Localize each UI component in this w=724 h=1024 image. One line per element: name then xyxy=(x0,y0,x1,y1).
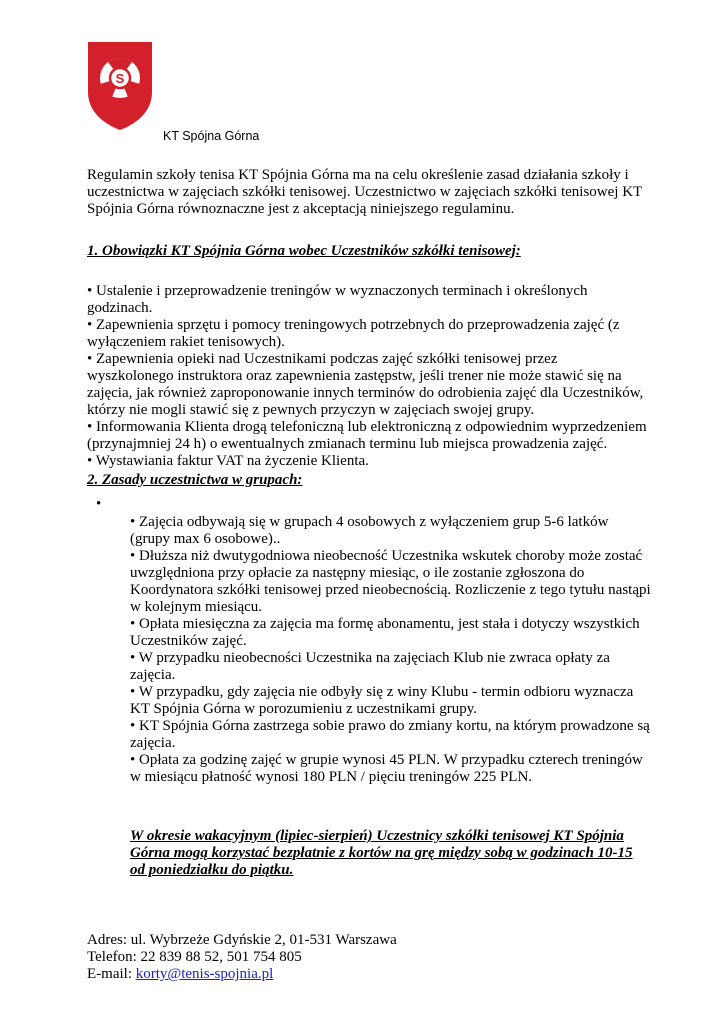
contact-block xyxy=(87,932,647,983)
email-link[interactable]: korty@tenis-spojnia.pl xyxy=(135,966,274,982)
intro-paragraph: Regulamin szkoły tenisa KT Spójnia Górna ma na celu określenie zasad działania szkoły i uczestnictwa w zajęciach szkółki tenisowej. Uczestnictwo w zajęciach szkółki tenisowej KT Spójnia Górna równoznaczne jest z akceptacją niniejszego regulaminu. xyxy=(87,167,642,217)
club-logo xyxy=(86,40,154,132)
club-name: KT Spójna Górna xyxy=(163,129,260,143)
list-item: • Zajęcia odbywają się w grupach 4 osobowych z wyłączeniem grup 5-6 latków (grupy max 6 osobowe).. xyxy=(130,514,609,547)
list-item: • Dłuższa niż dwutygodniowa nieobecność Uczestnika wskutek choroby może zostać uwzględniona przy opłacie za następny miesiąc, o ile zostanie zgłoszona do Koordynatora szkółki tenisowej przed nieobecnością. Rozliczenie z tego tytułu nastąpi w kolejnym miesiącu. xyxy=(130,548,651,615)
list-item: • Zapewnienia opieki nad Uczestnikami podczas zajęć szkółki tenisowej przez wyszkolonego instruktora oraz zapewnienia zastępstw, jeśli trener nie może stawić się na zajęcia, jak również zaproponowanie innych terminów do odrobienia zajęć dla Uczestników, którzy nie mogli stawić się z pewnych przyczyn w zajęciach swojej grupy. xyxy=(87,351,644,418)
list-item: • Zapewnienia sprzętu i pomocy treningowych potrzebnych do przeprowadzenia zajęć (z wyłączeniem rakiet tenisowych). xyxy=(87,317,620,350)
email-label: E-mail: xyxy=(87,966,136,982)
list-item: • Opłata miesięczna za zajęcia ma formę abonamentu, jest stała i dotyczy wszystkich Uczestników zajęć. xyxy=(130,616,640,649)
section1-heading: 1. Obowiązki KT Spójnia Górna wobec Uczestników szkółki tenisowej: xyxy=(87,243,521,259)
outer-bullet: • xyxy=(96,496,102,512)
list-item: • KT Spójnia Górna zastrzega sobie prawo do zmiany kortu, na którym prowadzone są zajęcia. xyxy=(130,718,650,751)
list-item: • Ustalenie i przeprowadzenie treningów w wyznaczonych terminach i określonych godzinach. xyxy=(87,283,588,316)
contact-address: Adres: ul. Wybrzeże Gdyńskie 2, 01-531 Warszawa xyxy=(87,932,397,948)
section2-heading: 2. Zasady uczestnictwa w grupach: xyxy=(87,472,303,488)
list-item: • Wystawiania faktur VAT na życzenie Klienta. xyxy=(87,453,369,469)
section2-list xyxy=(96,496,656,786)
contact-email-line xyxy=(87,966,647,983)
list-item: • W przypadku, gdy zajęcia nie odbyły się z winy Klubu - termin odbioru wyznacza KT Spójnia Górna w porozumieniu z uczestnikami grupy. xyxy=(130,684,634,717)
list-item: • Opłata za godzinę zajęć w grupie wynosi 45 PLN. W przypadku czterech treningów w miesiącu płatność wynosi 180 PLN / pięciu treningów 225 PLN. xyxy=(130,752,643,785)
section1-list xyxy=(87,283,647,470)
list-item: • Informowania Klienta drogą telefoniczną lub elektroniczną z odpowiednim wyprzedzeniem (przynajmniej 24 h) o ewentualnych zmianach terminu lub miejsca prowadzenia zajęć. xyxy=(87,419,647,452)
summer-note: W okresie wakacyjnym (lipiec-sierpień) Uczestnicy szkółki tenisowej KT Spójnia Górna mogą korzystać bezpłatnie z kortów na grę między sobą w godzinach 10-15 od poniedziałku do piątku. xyxy=(130,828,633,878)
contact-phone: Telefon: 22 839 88 52, 501 754 805 xyxy=(87,949,302,965)
svg-text:S: S xyxy=(115,71,125,86)
section2-inner-list xyxy=(130,514,652,786)
list-item: • W przypadku nieobecności Uczestnika na zajęciach Klub nie zwraca opłaty za zajęcia. xyxy=(130,650,610,683)
